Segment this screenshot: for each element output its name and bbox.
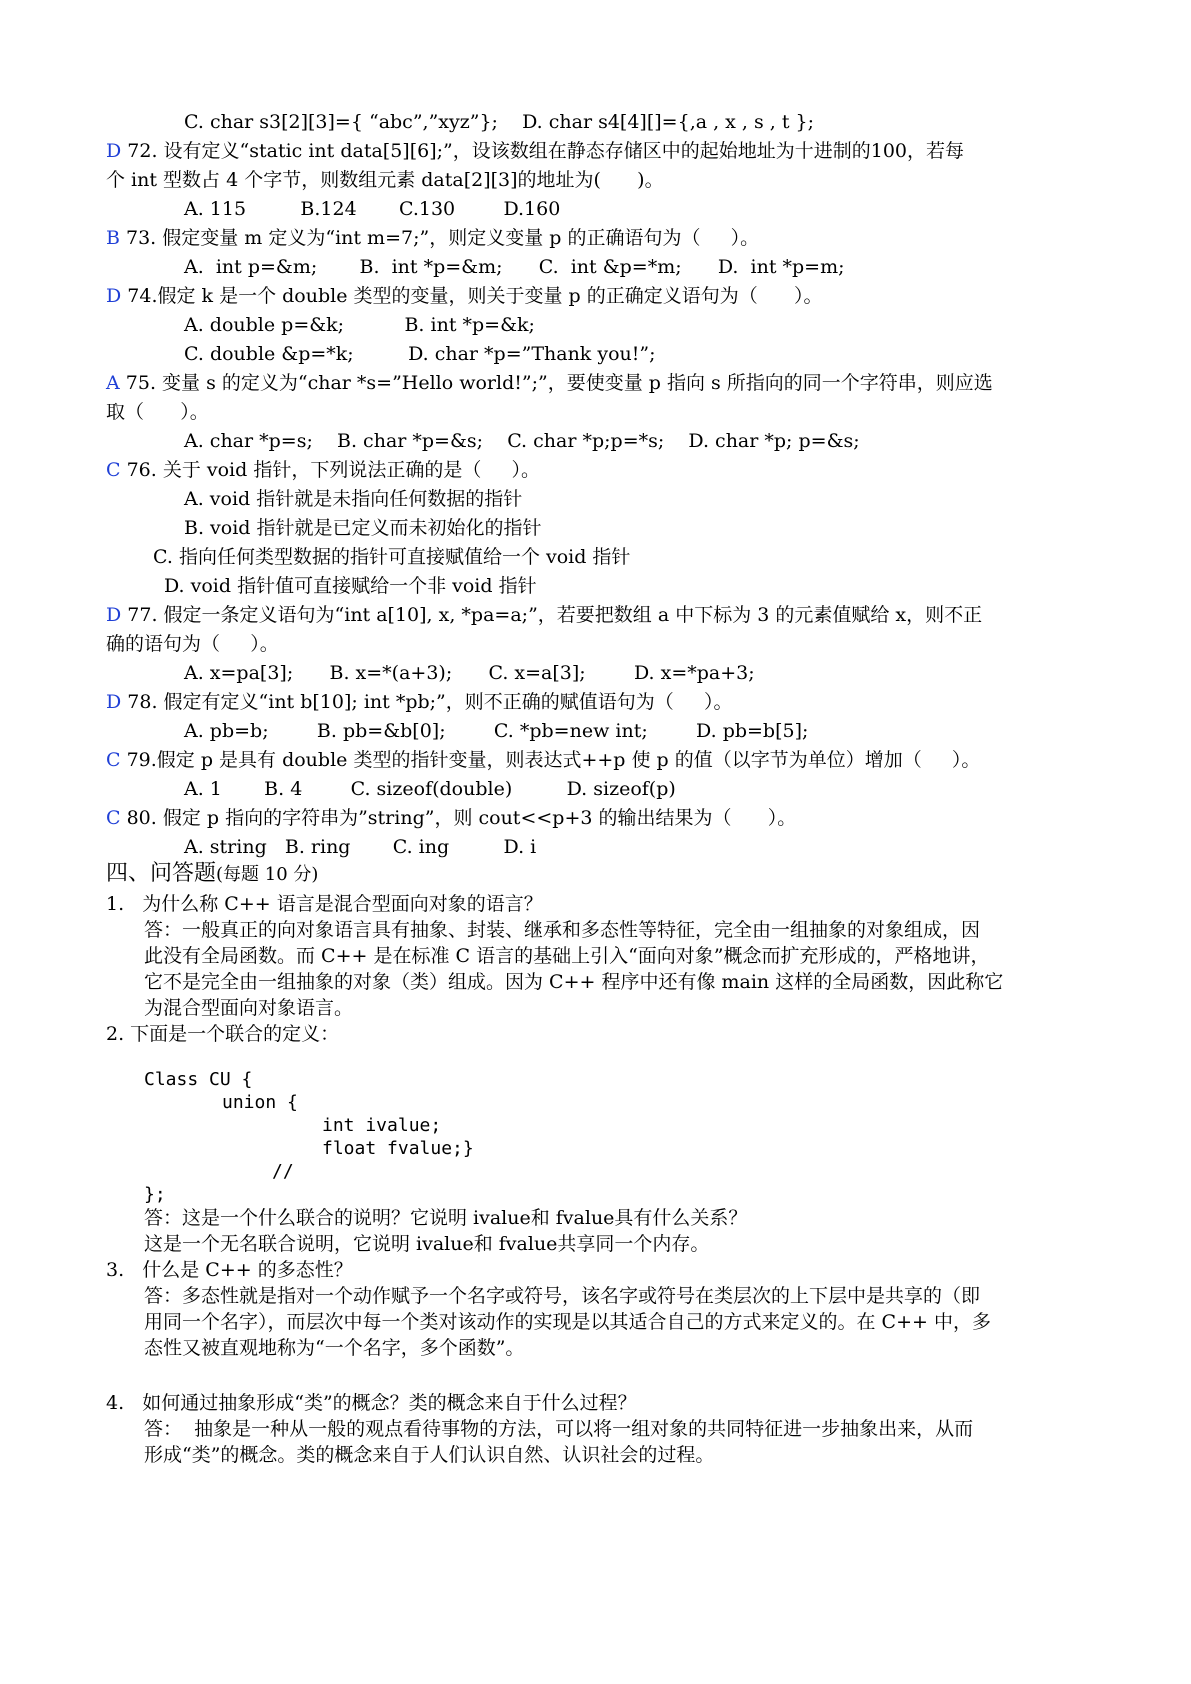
code-line-fvalue: float fvalue;} [322,1138,474,1159]
qa1-question: 1. 为什么称 C++ 语言是混合型面向对象的语言？ [106,893,543,915]
qa4-answer-line1: 答： 抽象是一种从一般的观点看待事物的方法，可以将一组对象的共同特征进一步抽象出来，从而 [144,1418,974,1440]
qa1-answer-line1: 答：一般真正的向对象语言具有抽象、封装、继承和多态性等特征，完全由一组抽象的对象组成，因 [144,919,981,941]
section-note: (每题 10 分) [216,864,319,885]
q76-option-a: A. void 指针就是未指向任何数据的指针 [184,488,523,510]
qa3-answer-line1: 答：多态性就是指对一个动作赋予一个名字或符号，该名字或符号在类层次的上下层中是共享的（即 [144,1285,981,1307]
section-title: 四、问答题 [106,861,217,886]
qa2-reply: 这是一个无名联合说明，它说明 ivalue和 fvalue共享同一个内存。 [144,1233,710,1255]
qa4-answer-line2: 形成“类”的概念。类的概念来自于人们认识自然、认识社会的过程。 [144,1444,715,1466]
q76-option-d: D. void 指针值可直接赋给一个非 void 指针 [164,575,537,597]
qa3-answer-line2: 用同一个名字），而层次中每一个类对该动作的实现是以其适合自己的方式来定义的。在 C++ 中，多 [144,1311,991,1333]
code-line-union: union { [222,1092,298,1113]
section-heading [106,862,318,887]
q75-stem-line2: 取（ ）。 [106,401,209,423]
q76-answer-key: C [106,459,121,481]
qa1-answer-line3: 它不是完全由一组抽象的对象（类）组成。因为 C++ 程序中还有像 main 这样的全局函数，因此称它 [144,971,1004,993]
q72-stem-line1: D 72. 设有定义“static int data[5][6];”，设该数组在静态存储区中的起始地址为十进制的100，若每 [106,140,964,162]
q80-options: A. string B. ring C. ing D. i [184,836,537,858]
q73-answer-key: B [106,227,120,249]
q74-answer-key: D [106,285,122,307]
qa4-question: 4. 如何通过抽象形成“类”的概念？类的概念来自于什么过程？ [106,1392,637,1414]
code-line-close: }; [144,1184,166,1205]
qa1-answer-line2: 此没有全局函数。而 C++ 是在标准 C 语言的基础上引入“面向对象”概念而扩充形成的，严格地讲， [144,945,990,967]
q74-stem: D 74.假定 k 是一个 double 类型的变量，则关于变量 p 的正确定义语句为（ ）。 [106,285,823,307]
q78-stem: D 78. 假定有定义“int b[10]; int *pb;”，则不正确的赋值语句为（ ）。 [106,691,733,713]
code-line-ivalue: int ivalue; [322,1115,442,1136]
q80-answer-key: C [106,807,121,829]
q74-options-ab: A. double p=&k; B. int *p=&k; [184,314,535,336]
qa1-answer-line4: 为混合型面向对象语言。 [144,997,354,1019]
q72-stem-line2: 个 int 型数占 4 个字节，则数组元素 data[2][3]的地址为( )。 [106,169,664,191]
q75-options: A. char *p=s; B. char *p=&s; C. char *p;p=*s; D. char *p; p=&s; [184,430,860,452]
qa3-answer-line3: 态性又被直观地称为“一个名字，多个函数”。 [144,1337,525,1359]
q76-option-c: C. 指向任何类型数据的指针可直接赋值给一个 void 指针 [153,546,631,568]
qa2-ask: 答：这是一个什么联合的说明？它说明 ivalue和 fvalue具有什么关系？ [144,1207,748,1229]
q78-answer-key: D [106,691,122,713]
q76-option-b: B. void 指针就是已定义而未初始化的指针 [184,517,542,539]
q75-stem-line1: A 75. 变量 s 的定义为“char *s=”Hello world!”;”，要使变量 p 指向 s 所指向的同一个字符串，则应选 [106,372,993,394]
q75-answer-key: A [106,372,120,394]
q80-stem: C 80. 假定 p 指向的字符串为”string”，则 cout<<p+3 的输出结果为（ ）。 [106,807,797,829]
qa2-question: 2. 下面是一个联合的定义： [106,1023,340,1045]
q77-stem-line2: 确的语句为（ ）。 [106,633,279,655]
q79-answer-key: C [106,749,121,771]
q72-options: A. 115 B.124 C.130 D.160 [184,198,561,220]
q79-stem: C 79.假定 p 是具有 double 类型的指针变量，则表达式++p 使 p 的值（以字节为单位）增加（ ）。 [106,749,981,771]
code-line-comment: // [272,1161,294,1182]
qa3-question: 3. 什么是 C++ 的多态性？ [106,1259,353,1281]
q73-stem: B 73. 假定变量 m 定义为“int m=7;”，则定义变量 p 的正确语句为（ ）。 [106,227,760,249]
q76-stem: C 76. 关于 void 指针，下列说法正确的是（ ）。 [106,459,541,481]
code-line-class: Class CU { [144,1069,253,1090]
q77-stem-line1: D 77. 假定一条定义语句为“int a[10], x, *pa=a;”，若要把数组 a 中下标为 3 的元素值赋给 x，则不正 [106,604,983,626]
q77-options: A. x=pa[3]; B. x=*(a+3); C. x=a[3]; D. x=*pa+3; [184,662,755,684]
q77-answer-key: D [106,604,122,626]
q79-options: A. 1 B. 4 C. sizeof(double) D. sizeof(p) [184,778,676,800]
q73-options: A. int p=&m; B. int *p=&m; C. int &p=*m; D. int *p=m; [184,256,845,278]
q78-options: A. pb=b; B. pb=&b[0]; C. *pb=new int; D. pb=b[5]; [184,720,809,742]
q74-options-cd: C. double &p=*k; D. char *p=”Thank you!”; [184,343,656,365]
q71-options-cd: C. char s3[2][3]={ “abc”,”xyz”}; D. char s4[4][]={‚a , x , s , t }; [184,111,815,133]
q72-answer-key: D [106,140,122,162]
